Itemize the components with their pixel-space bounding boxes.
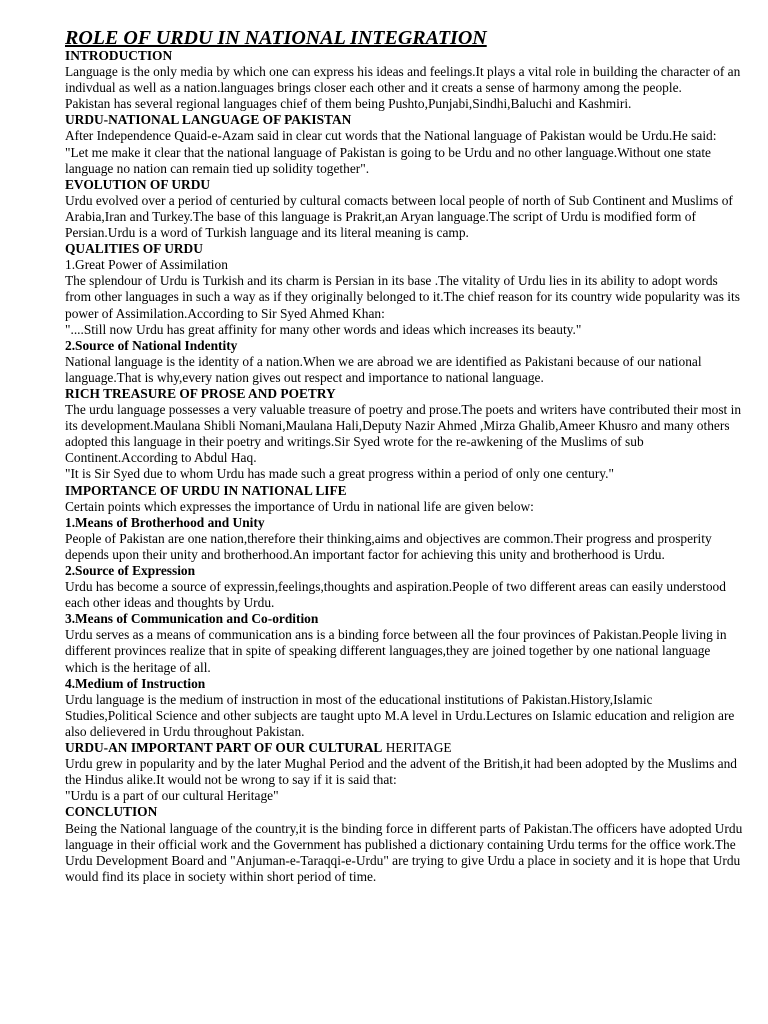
paragraph: People of Pakistan are one nation,therefore their thinking,aims and objectives are common.Their progress and prosperity depends upon their unity and brotherhood.An important factor for achieving this unity and brotherhood is Urdu. bbox=[65, 530, 712, 562]
paragraph: Certain points which expresses the importance of Urdu in national life are given below: bbox=[65, 498, 534, 514]
paragraph: The splendour of Urdu is Turkish and its charm is Persian in its base .The vitality of Urdu lies in its ability to adopt words from other languages in such a way as if they originally belonged to it.The chief reason for its country wide popularity was its power of Assimilation.According to Sir Syed Ahmed Khan: bbox=[65, 273, 740, 321]
section-heading: 4.Medium of Instruction bbox=[65, 675, 206, 691]
section-heading bbox=[65, 740, 743, 756]
section-heading: URDU-NATIONAL LANGUAGE OF PAKISTAN bbox=[65, 112, 352, 128]
section-heading: RICH TREASURE OF PROSE AND POETRY bbox=[65, 385, 336, 401]
section-heading: 1.Means of Brotherhood and Unity bbox=[65, 514, 265, 530]
paragraph: Urdu serves as a means of communication ans is a binding force between all the four provinces of Pakistan.People living in different provinces realize that in spite of speaking different languages,they are joined together by one national language which is the heritage of all. bbox=[65, 627, 727, 675]
paragraph: "It is Sir Syed due to whom Urdu has made such a great progress within a period of only one century." bbox=[65, 466, 614, 482]
section-heading: QUALITIES OF URDU bbox=[65, 241, 203, 257]
section-heading: 2.Source of Expression bbox=[65, 563, 196, 578]
paragraph: 1.Great Power of Assimilation bbox=[65, 257, 228, 273]
section-heading: 2.Source of National Indentity bbox=[65, 337, 238, 353]
paragraph: "Urdu is a part of our cultural Heritage" bbox=[65, 788, 279, 804]
section-heading-tail: HERITAGE bbox=[382, 740, 452, 756]
document-page bbox=[65, 26, 743, 885]
document-body bbox=[65, 48, 743, 885]
paragraph: After Independence Quaid-e-Azam said in clear cut words that the National language of Pakistan would be Urdu.He said: bbox=[65, 128, 717, 144]
section-heading-bold-part: URDU-AN IMPORTANT PART OF OUR CULTURAL bbox=[65, 740, 383, 756]
paragraph: National language is the identity of a nation.When we are abroad we are identified as Pakistani because of our national language.That is why,every nation gives out respect and importance to national language. bbox=[65, 353, 702, 385]
section-heading: CONCLUTION bbox=[65, 804, 158, 820]
paragraph: Urdu language is the medium of instruction in most of the educational institutions of Pakistan.History,Islamic Studies,Political Science and other subjects are taught upto M.A level in Urdu.Lectures on Islamic education and religion are also delievered in Urdu throughout Pakistan. bbox=[65, 691, 735, 739]
paragraph: "....Still now Urdu has great affinity for many other words and ideas which increases its beauty." bbox=[65, 321, 582, 337]
paragraph: Urdu has become a source of expressin,feelings,thoughts and aspiration.People of two different areas can easily understood each other ideas and thoughts by Urdu. bbox=[65, 579, 726, 611]
section-heading: 3.Means of Communication and Co-ordition bbox=[65, 611, 319, 627]
paragraph: Urdu grew in popularity and by the later Mughal Period and the advent of the British,it had been adopted by the Muslims and the Hindus alike.It would not be wrong to say if it is said that: bbox=[65, 756, 737, 788]
paragraph: Urdu evolved over a period of centuried by cultural comacts between local people of north of Sub Continent and Muslims of Arabia,Iran and Turkey.The base of this language is Prakrit,an Aryan language.The script of Urdu is modified form of Persian.Urdu is a word of Turkish language and its literal meaning is camp. bbox=[65, 192, 733, 241]
document-title: ROLE OF URDU IN NATIONAL INTEGRATION bbox=[65, 27, 487, 49]
paragraph: Language is the only media by which one can express his ideas and feelings.It plays a vital role in building the character of an indivdual as well as a nation.languages brings closer each other and it creats a sense of harmony among the people. bbox=[65, 64, 741, 96]
section-heading: INTRODUCTION bbox=[65, 48, 173, 63]
section-heading: IMPORTANCE OF URDU IN NATIONAL LIFE bbox=[65, 482, 347, 498]
paragraph: "Let me make it clear that the national language of Pakistan is going to be Urdu and no other language.Without one state language no nation can remain tied up solidity together". bbox=[65, 144, 711, 176]
paragraph: The urdu language possesses a very valuable treasure of poetry and prose.The poets and writers have contributed their most in its development.Maulana Shibli Nomani,Maulana Hali,Deputy Nazir Ahmed ,Mirza Ghalib,Ameer Khusro and many others adopted this language in their poetry and writings.Sir Syed wrote for the re-awkening of the Muslims of sub Continent.According to Abdul Haq. bbox=[65, 402, 742, 466]
paragraph: Pakistan has several regional languages chief of them being Pushto,Punjabi,Sindhi,Baluchi and Kashmiri. bbox=[65, 96, 632, 112]
paragraph: Being the National language of the country,it is the binding force in different parts of Pakistan.The officers have adopted Urdu language in their official work and the Government has published a dictionary containing Urdu terms for the office work.The Urdu Development Board and "Anjuman-e-Taraqqi-e-Urdu" are trying to give Urdu a place in society and it is hope that Urdu would find its place in society within short period of time. bbox=[65, 820, 743, 884]
section-heading: EVOLUTION OF URDU bbox=[65, 176, 211, 192]
